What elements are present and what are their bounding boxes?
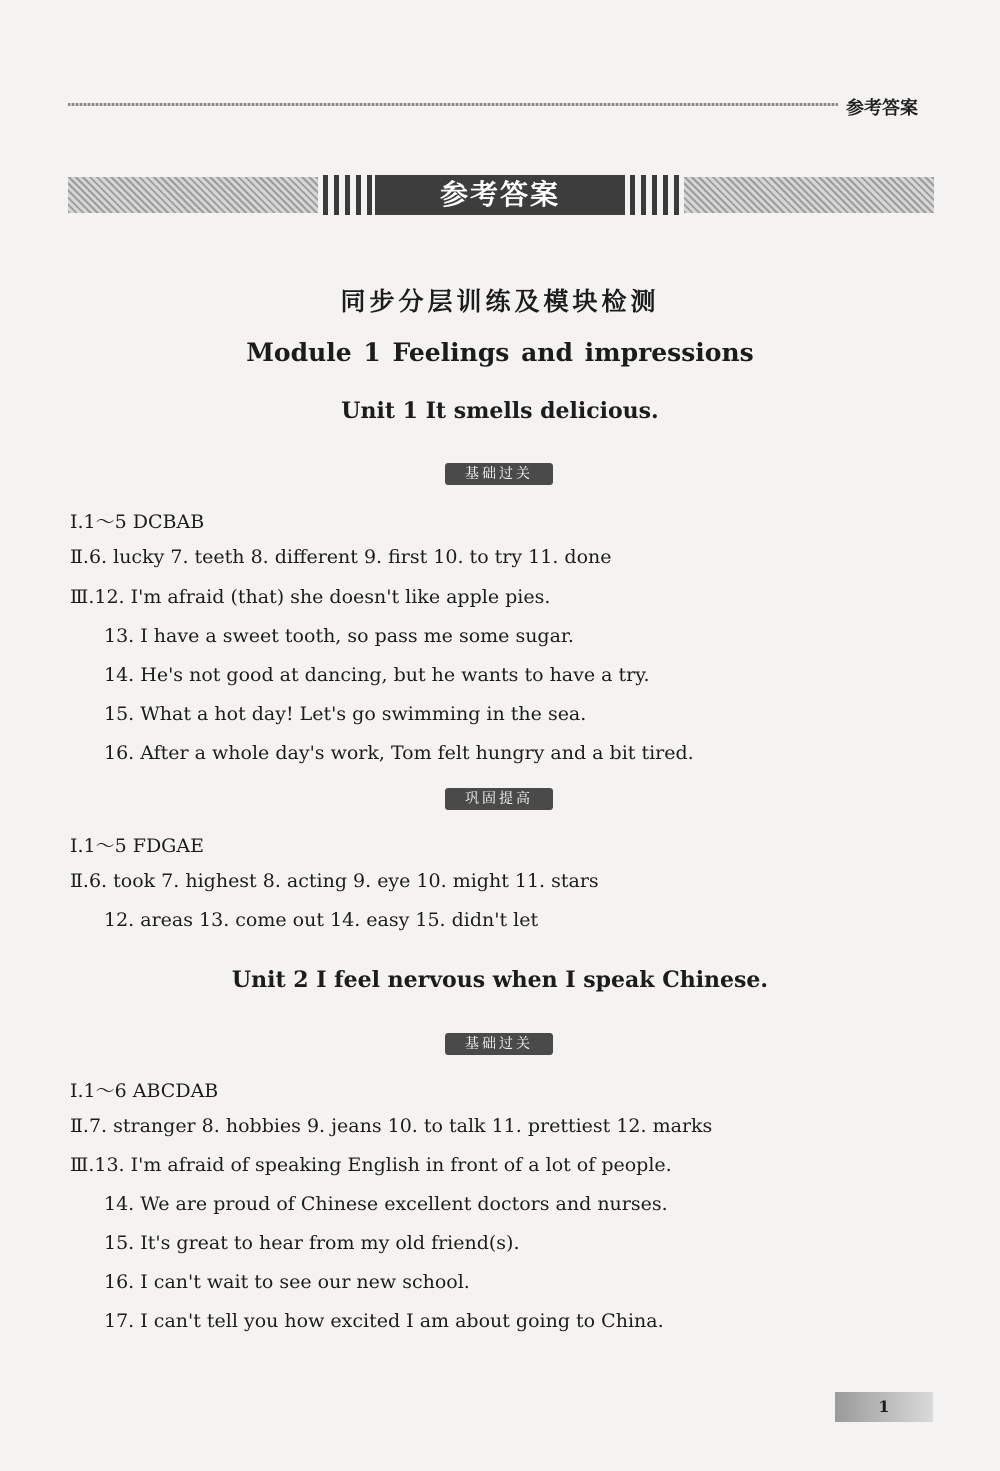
banner-bars-right: [630, 175, 680, 215]
unit2-answer-line: 15. It's great to hear from my old friend(s).: [104, 1232, 520, 1254]
unit1-answer-line: 14. He's not good at dancing, but he wants to have a try.: [104, 664, 650, 686]
header-title: 参考答案: [846, 98, 918, 119]
banner-hatch-left: [68, 177, 318, 213]
unit1-answer-line: Ⅱ.6. lucky 7. teeth 8. different 9. first 10. to try 11. done: [70, 546, 612, 568]
unit1-answer-line: Ⅰ.1～5 FDGAE: [70, 835, 204, 857]
banner-title: 参考答案: [375, 175, 625, 215]
section-title: 同步分层训练及模块检测: [340, 287, 660, 316]
banner-hatch-right: [684, 177, 934, 213]
unit2-answer-line: Ⅱ.7. stranger 8. hobbies 9. jeans 10. to talk 11. prettiest 12. marks: [70, 1115, 713, 1137]
banner-bars-left: [323, 175, 373, 215]
page-number: 1: [835, 1392, 933, 1422]
unit1-answer-line: Ⅰ.1～5 DCBAB: [70, 511, 205, 533]
header-rule: [68, 103, 838, 106]
unit2-answer-line: 16. I can't wait to see our new school.: [104, 1271, 470, 1293]
unit1-tag-advanced: 巩固提高: [445, 788, 553, 810]
unit1-answer-line: 13. I have a sweet tooth, so pass me some sugar.: [104, 625, 574, 647]
unit2-answer-line: Ⅲ.13. I'm afraid of speaking English in front of a lot of people.: [70, 1154, 672, 1176]
answer-banner: [68, 175, 934, 215]
unit1-answer-line: 16. After a whole day's work, Tom felt hungry and a bit tired.: [104, 742, 694, 764]
unit1-title: Unit 1 It smells delicious.: [341, 398, 659, 424]
unit2-tag-basic: 基础过关: [445, 1033, 553, 1055]
unit1-answer-line: 15. What a hot day! Let's go swimming in the sea.: [104, 703, 587, 725]
unit2-answer-line: Ⅰ.1～6 ABCDAB: [70, 1080, 219, 1102]
unit1-answer-line: Ⅲ.12. I'm afraid (that) she doesn't like apple pies.: [70, 586, 551, 608]
module-title: Module 1 Feelings and impressions: [246, 338, 754, 367]
unit1-tag-basic: 基础过关: [445, 463, 553, 485]
unit2-answer-line: 14. We are proud of Chinese excellent doctors and nurses.: [104, 1193, 668, 1215]
unit1-answer-line: Ⅱ.6. took 7. highest 8. acting 9. eye 10. might 11. stars: [70, 870, 599, 892]
unit1-answer-line: 12. areas 13. come out 14. easy 15. didn't let: [104, 909, 539, 931]
unit2-title: Unit 2 I feel nervous when I speak Chinese.: [231, 967, 769, 993]
unit2-answer-line: 17. I can't tell you how excited I am about going to China.: [104, 1310, 664, 1332]
